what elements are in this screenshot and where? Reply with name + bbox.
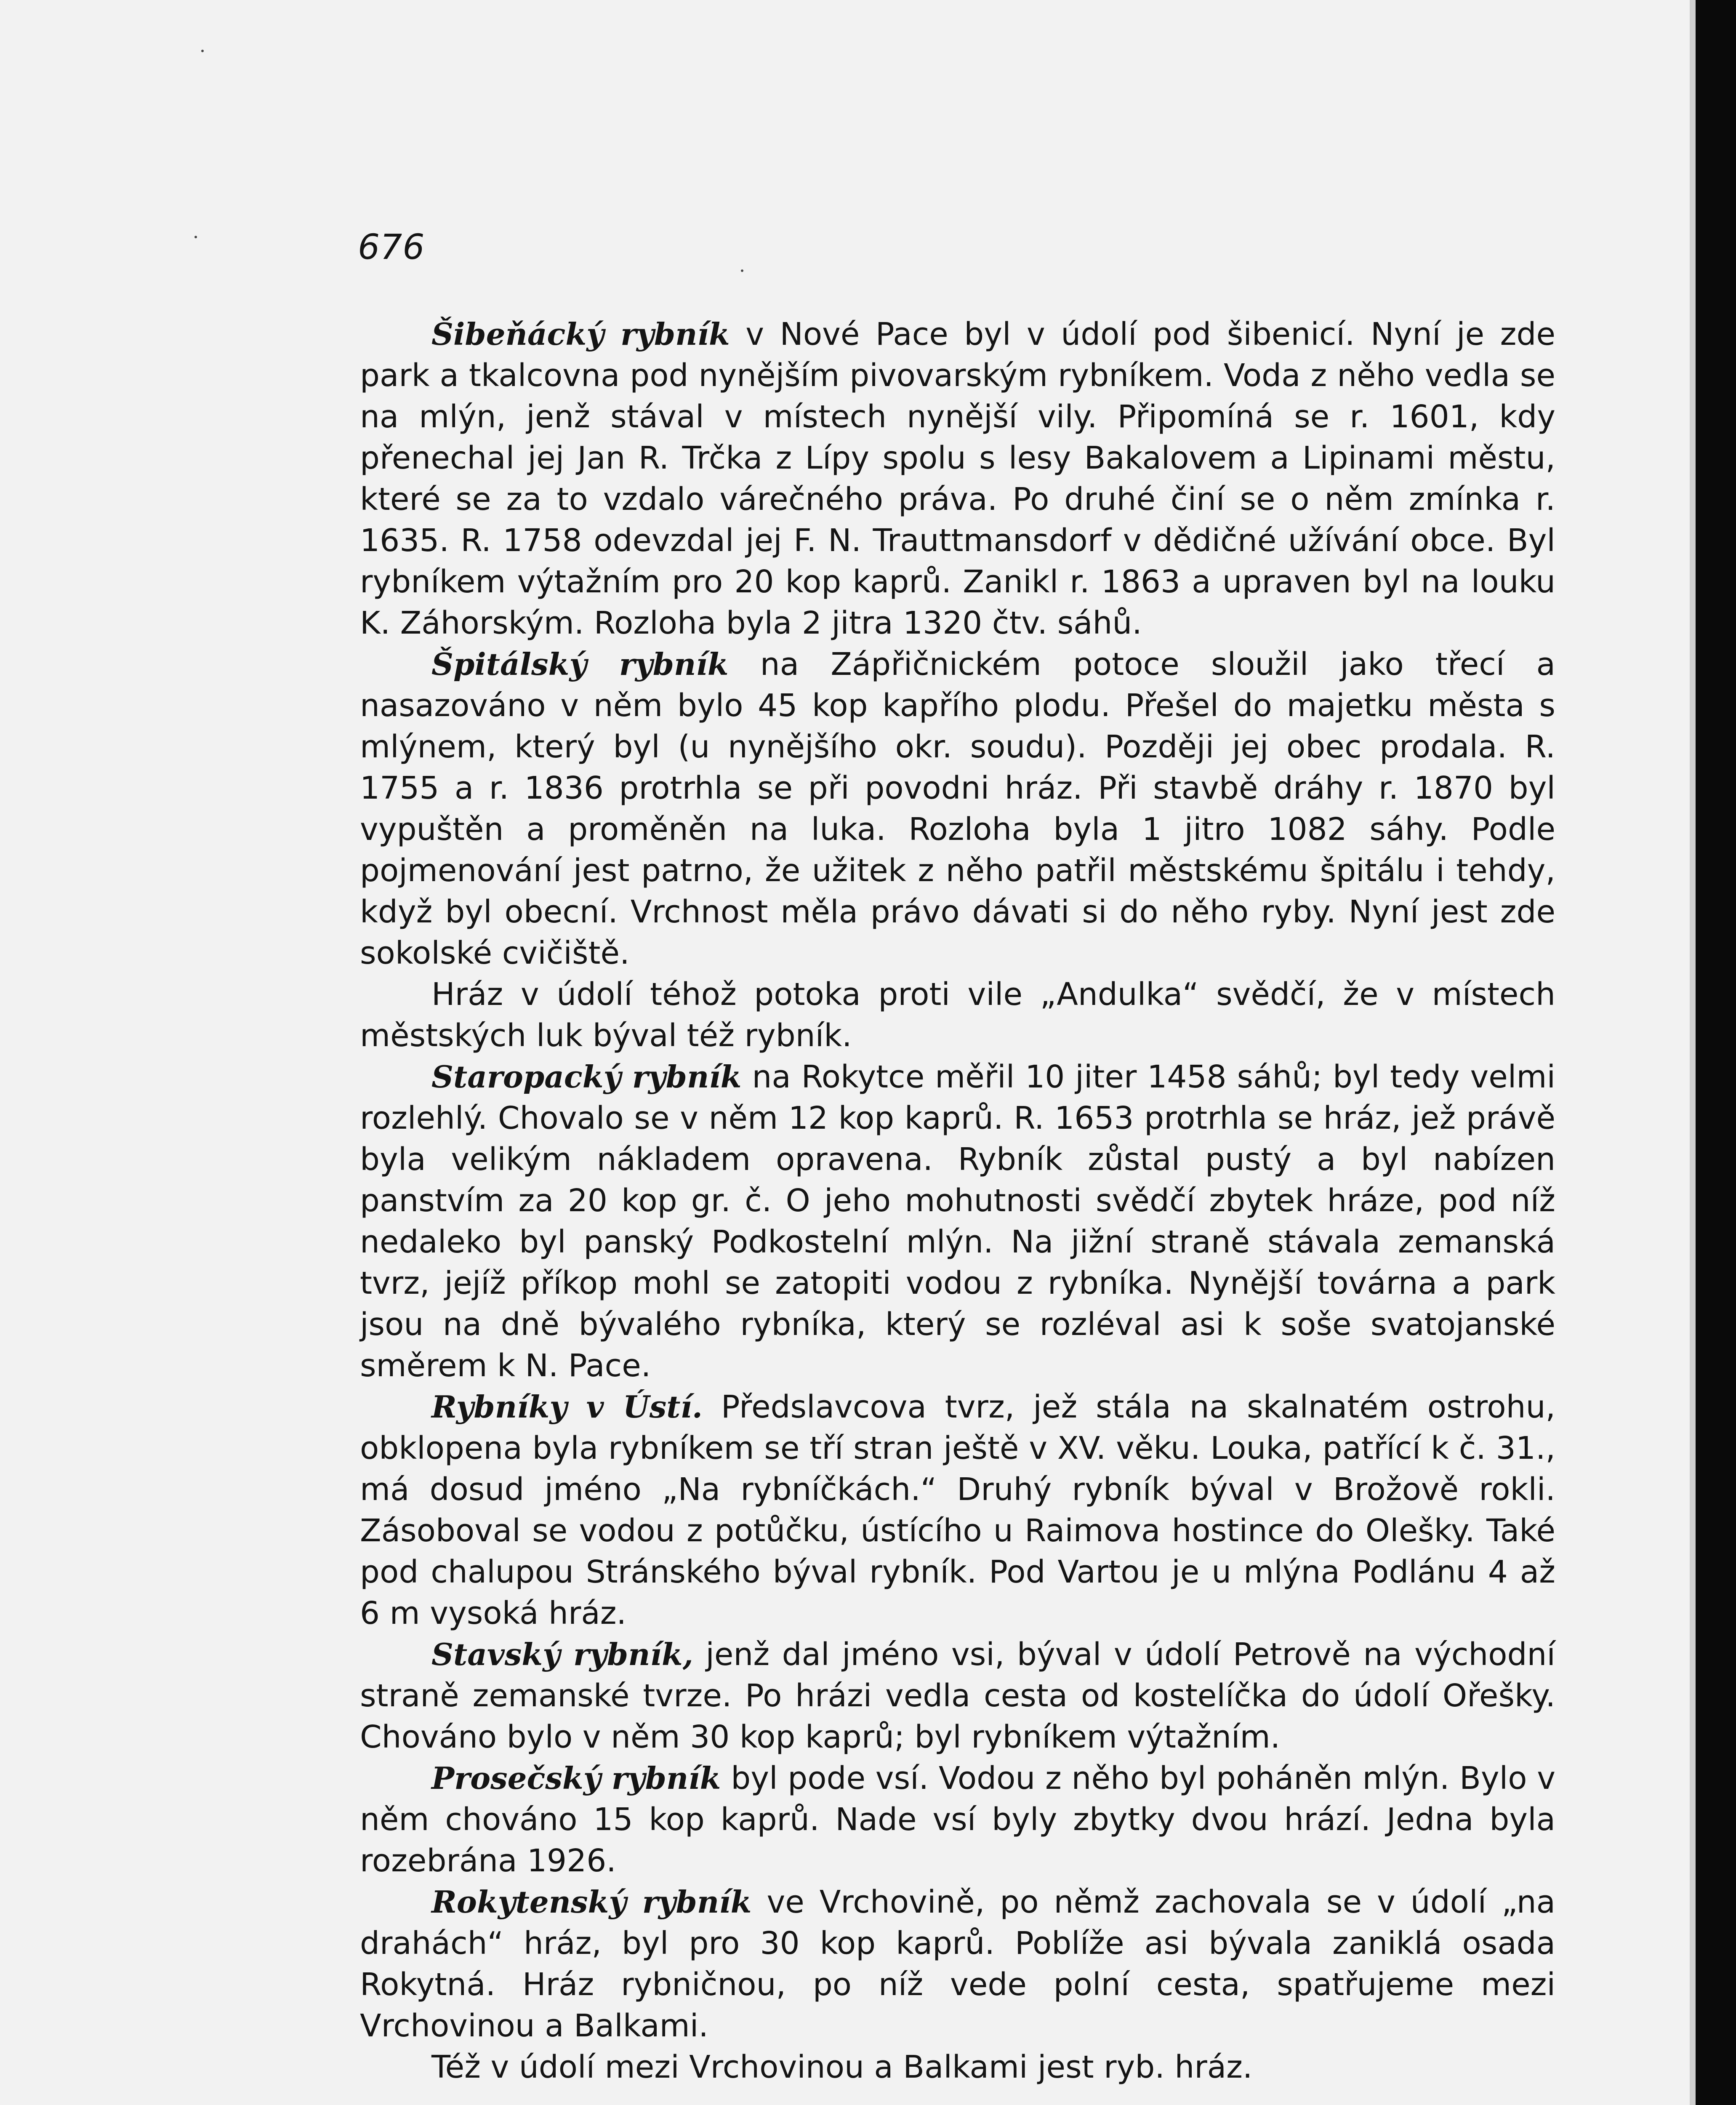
paragraph xyxy=(360,644,1555,974)
paragraph-text: v Nové Pace byl v údolí pod šibenicí. Nyní je zde park a tkalcovna pod nynějším pivovarským rybníkem. Voda z něho vedla se na mlýn, jenž stával v místech nynější vily. Připomíná se r. 1601, kdy přenechal jej Jan R. Trčka z Lípy spolu s lesy Bakalovem a Lipinami městu, které se za to vzdalo várečného práva. Po druhé činí se o něm zmínka r. 1635. R. 1758 odevzdal jej F. N. Trauttmansdorf v dědičné užívání obce. Byl rybníkem výtažním pro 20 kop kaprů. Zanikl r. 1863 a upraven byl na louku K. Záhorským. Rozloha byla 2 jitra 1320 čtv. sáhů. xyxy=(360,316,1555,641)
page-number: 676 xyxy=(358,227,425,267)
dust-speck xyxy=(194,236,197,238)
paragraph xyxy=(360,1758,1555,1881)
paragraph-text: Předslavcova tvrz, jež stála na skalnatém ostrohu, obklopena byla rybníkem se tří stran ještě v XV. věku. Louka, patřící k č. 31., má dosud jméno „Na rybníčkách.“ Druhý rybník býval v Brožově rokli. Zásoboval se vodou z potůčku, ústícího u Raimova hostince do Olešky. Také pod chalupou Stránského býval rybník. Pod Vartou je u mlýna Podlánu 4 až 6 m vysoká hráz. xyxy=(360,1389,1555,1631)
paragraph-term: Stavský rybník, xyxy=(431,1636,693,1672)
paragraph-text: ve Vrchovině, po němž zachovala se v údolí „na drahách“ hráz, byl pro 30 kop kaprů. Poblíže asi bývala zaniklá osada Rokytná. Hráz rybničnou, po níž vede polní cesta, spatřujeme mezi Vrchovinou a Balkami. xyxy=(360,1884,1555,2044)
paragraph-text: Též v údolí mezi Vrchovinou a Balkami jest ryb. hráz. xyxy=(431,2049,1253,2085)
paragraph-text: Hráz v údolí téhož potoka proti vile „Andulka“ svědčí, že v místech městských luk býval též rybník. xyxy=(360,976,1555,1054)
paragraph xyxy=(360,1386,1555,1634)
paragraph xyxy=(360,1634,1555,1758)
paragraph-term: Rokytenský rybník xyxy=(431,1884,752,1920)
paragraph xyxy=(360,974,1555,1056)
page-edge-shadow xyxy=(1690,0,1696,2105)
paragraph-term: Prosečský rybník xyxy=(431,1760,721,1796)
page-body xyxy=(360,314,1555,2088)
paragraph-text: na Rokytce měřil 10 jiter 1458 sáhů; byl tedy velmi rozlehlý. Chovalo se v něm 12 kop kaprů. R. 1653 protrhla se hráz, jež právě byla velikým nákladem opravena. Rybník zůstal pustý a byl nabízen panstvím za 20 kop gr. č. O jeho mohutnosti svědčí zbytek hráze, pod níž nedaleko byl panský Podkostelní mlýn. Na jižní straně stávala zemanská tvrz, jejíž příkop mohl se zatopiti vodou z rybníka. Nynější továrna a park jsou na dně bývalého rybníka, který se rozléval asi k soše svatojanské směrem k N. Pace. xyxy=(360,1059,1556,1384)
paragraph-text: byl pode vsí. Vodou z něho byl poháněn mlýn. Bylo v něm chováno 15 kop kaprů. Nade vsí byly zbytky dvou hrází. Jedna byla rozebrána 1926. xyxy=(360,1760,1555,1879)
paragraph-term: Rybníky v Ústí. xyxy=(431,1389,703,1425)
paragraph-text: na Zápřičnickém potoce sloužil jako třecí a nasazováno v něm bylo 45 kop kapřího plodu. Přešel do majetku města s mlýnem, který byl (u nynějšího okr. soudu). Později jej obec prodala. R. 1755 a r. 1836 protrhla se při povodni hráz. Při stavbě dráhy r. 1870 byl vypuštěn a proměněn na luka. Rozloha byla 1 jitro 1082 sáhy. Podle pojmenování jest patrno, že užitek z něho patřil městskému špitálu i tehdy, když byl obecní. Vrchnost měla právo dávati si do něho ryby. Nyní jest zde sokolské cvičiště. xyxy=(360,646,1555,971)
paragraph xyxy=(360,314,1555,644)
paragraph xyxy=(360,1056,1555,1386)
paragraph-text: jenž dal jméno vsi, býval v údolí Petrově na východní straně zemanské tvrze. Po hrázi vedla cesta od kostelíčka do údolí Ořešky. Chováno bylo v něm 30 kop kaprů; byl rybníkem výtažním. xyxy=(360,1636,1555,1755)
dust-speck xyxy=(201,50,204,52)
scan-border xyxy=(1696,0,1736,2105)
paragraph-term: Špitálský rybník xyxy=(431,646,729,682)
dust-speck xyxy=(741,269,743,272)
paragraph xyxy=(360,1881,1555,2046)
paragraph-term: Staropacký rybník xyxy=(431,1059,742,1095)
paragraph-term: Šibeňácký rybník xyxy=(431,316,730,352)
paragraph xyxy=(360,2046,1555,2088)
